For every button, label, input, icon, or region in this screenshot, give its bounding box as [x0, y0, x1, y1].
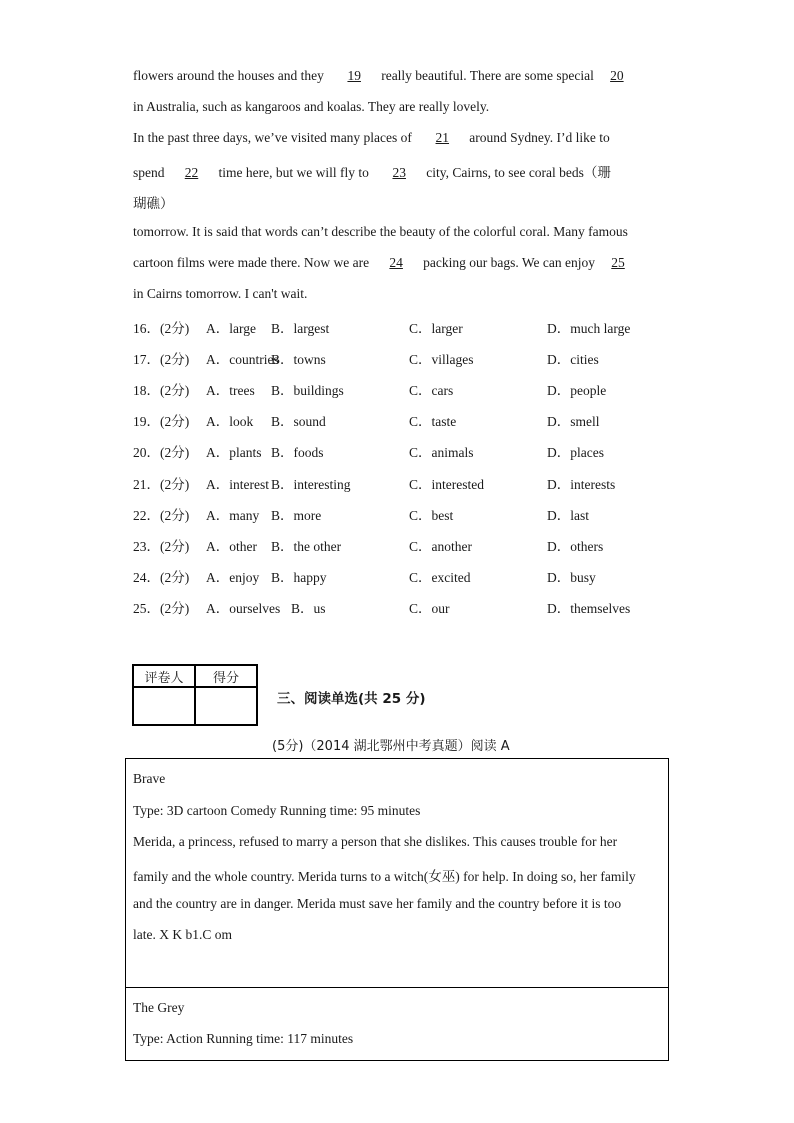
option-a[interactable]: A．countries: [206, 352, 279, 368]
option-b[interactable]: B．towns: [271, 352, 326, 368]
blank-22: 22: [184, 165, 199, 180]
option-d[interactable]: D．others: [547, 538, 604, 554]
option-c[interactable]: C．animals: [409, 445, 474, 461]
question-row: [133, 379, 693, 397]
passage-intro: (5分)（2014 湖北鄂州中考真题）阅读 A: [272, 739, 510, 754]
option-c[interactable]: C．larger: [409, 321, 463, 336]
blank-23: 23: [392, 165, 406, 180]
text: In the past three days, we’ve visited many places of: [133, 130, 416, 145]
question-row: [133, 473, 693, 491]
option-a[interactable]: A．look: [206, 414, 254, 430]
option-b[interactable]: B．foods: [271, 445, 324, 461]
question-row: [133, 348, 693, 366]
question-number: 25．(2分): [133, 600, 190, 616]
question-row: [133, 441, 693, 459]
blank-20: 20: [610, 68, 624, 83]
option-d[interactable]: D．smell: [547, 414, 600, 430]
option-c[interactable]: C．excited: [409, 569, 471, 585]
option-d[interactable]: D．themselves: [547, 600, 631, 616]
option-a[interactable]: A．other: [206, 538, 257, 554]
reviewer-cell: [133, 687, 195, 725]
passage-line-4: [133, 161, 611, 181]
movie-type: Type: 3D cartoon Comedy Running time: 95 minutes: [133, 803, 421, 818]
option-b[interactable]: B．buildings: [271, 383, 344, 399]
text: flowers around the houses and they: [133, 68, 328, 83]
text: packing our bags. We can enjoy: [423, 255, 596, 270]
question-row: [133, 566, 693, 584]
score-table: [132, 664, 258, 726]
question-number: 17．(2分): [133, 352, 190, 368]
movie-box-brave: [125, 758, 669, 988]
text: city, Cairns, to see coral beds（珊: [426, 165, 611, 180]
option-a[interactable]: A．ourselves: [206, 600, 281, 616]
text: cartoon films were made there. Now we are: [133, 255, 370, 270]
question-number: 20．(2分): [133, 445, 190, 461]
movie-desc-line: late. X K b1.C om: [133, 927, 232, 942]
option-c[interactable]: C．best: [409, 507, 454, 523]
option-a[interactable]: A．trees: [206, 383, 255, 399]
text: really beautiful. There are some special: [381, 68, 594, 83]
passage-line-7: [133, 255, 641, 271]
option-d[interactable]: D．much large: [547, 321, 631, 336]
option-b[interactable]: B．largest: [271, 321, 330, 336]
score-cell: [195, 687, 257, 725]
passage-line-8: in Cairns tomorrow. I can't wait.: [133, 286, 308, 301]
blank-25: 25: [611, 255, 625, 270]
text: spend: [133, 165, 165, 180]
passage-line-6: tomorrow. It is said that words can’t describe the beauty of the colorful coral. Many famous: [133, 224, 628, 239]
passage-line-5: 瑚礁）: [133, 196, 174, 211]
movie-box-grey: [125, 987, 669, 1061]
question-row: [133, 317, 693, 335]
option-a[interactable]: A．plants: [206, 445, 262, 461]
option-c[interactable]: C．villages: [409, 352, 474, 368]
text: around Sydney. I’d like to: [469, 130, 610, 145]
option-b[interactable]: B．us: [291, 600, 326, 616]
passage-line-1: [133, 68, 640, 84]
reviewer-header: 评卷人: [133, 665, 195, 687]
question-number: 21．(2分): [133, 476, 190, 492]
option-b[interactable]: B．interesting: [271, 476, 351, 492]
question-number: 23．(2分): [133, 538, 190, 554]
movie-title: Brave: [133, 771, 166, 786]
option-c[interactable]: C．our: [409, 600, 450, 616]
score-header: 得分: [195, 665, 257, 687]
question-number: 22．(2分): [133, 507, 190, 523]
option-b[interactable]: B．happy: [271, 569, 327, 585]
question-number: 24．(2分): [133, 569, 190, 585]
option-d[interactable]: D．busy: [547, 569, 596, 585]
option-d[interactable]: D．cities: [547, 352, 599, 368]
option-d[interactable]: D．interests: [547, 476, 616, 492]
option-a[interactable]: A．interest: [206, 476, 269, 492]
movie-title: The Grey: [133, 1000, 185, 1015]
option-a[interactable]: A．large: [206, 321, 256, 336]
movie-desc-line: Merida, a princess, refused to marry a person that she dislikes. This causes trouble for her: [133, 834, 618, 849]
option-c[interactable]: C．cars: [409, 383, 454, 399]
question-row: [133, 535, 693, 553]
option-c[interactable]: C．interested: [409, 476, 484, 492]
option-c[interactable]: C．another: [409, 538, 472, 554]
blank-24: 24: [389, 255, 403, 270]
question-row: [133, 597, 693, 615]
section-title: 三、阅读单选(共 25 分): [277, 691, 426, 707]
question-row: [133, 504, 693, 522]
question-number: 16．(2分): [133, 321, 190, 336]
blank-21: 21: [435, 130, 450, 145]
option-d[interactable]: D．places: [547, 445, 604, 461]
option-d[interactable]: D．last: [547, 507, 589, 523]
movie-type: Type: Action Running time: 117 minutes: [133, 1031, 354, 1046]
question-number: 18．(2分): [133, 383, 190, 399]
movie-desc-line: and the country are in danger. Merida must save her family and the country before it is too: [133, 896, 622, 911]
passage-line-3: [133, 130, 610, 146]
movie-desc-line: family and the whole country. Merida turns to a witch(女巫) for help. In doing so, her family: [133, 869, 636, 884]
option-a[interactable]: A．enjoy: [206, 569, 260, 585]
option-b[interactable]: B．more: [271, 507, 322, 523]
option-c[interactable]: C．taste: [409, 414, 457, 430]
blank-19: 19: [347, 68, 361, 83]
option-b[interactable]: B．the other: [271, 538, 342, 554]
passage-line-2: in Australia, such as kangaroos and koalas. They are really lovely.: [133, 99, 490, 114]
option-a[interactable]: A．many: [206, 507, 260, 523]
option-d[interactable]: D．people: [547, 383, 607, 399]
question-number: 19．(2分): [133, 414, 190, 430]
option-b[interactable]: B．sound: [271, 414, 326, 430]
question-row: [133, 410, 693, 428]
text: time here, but we will fly to: [218, 165, 373, 180]
